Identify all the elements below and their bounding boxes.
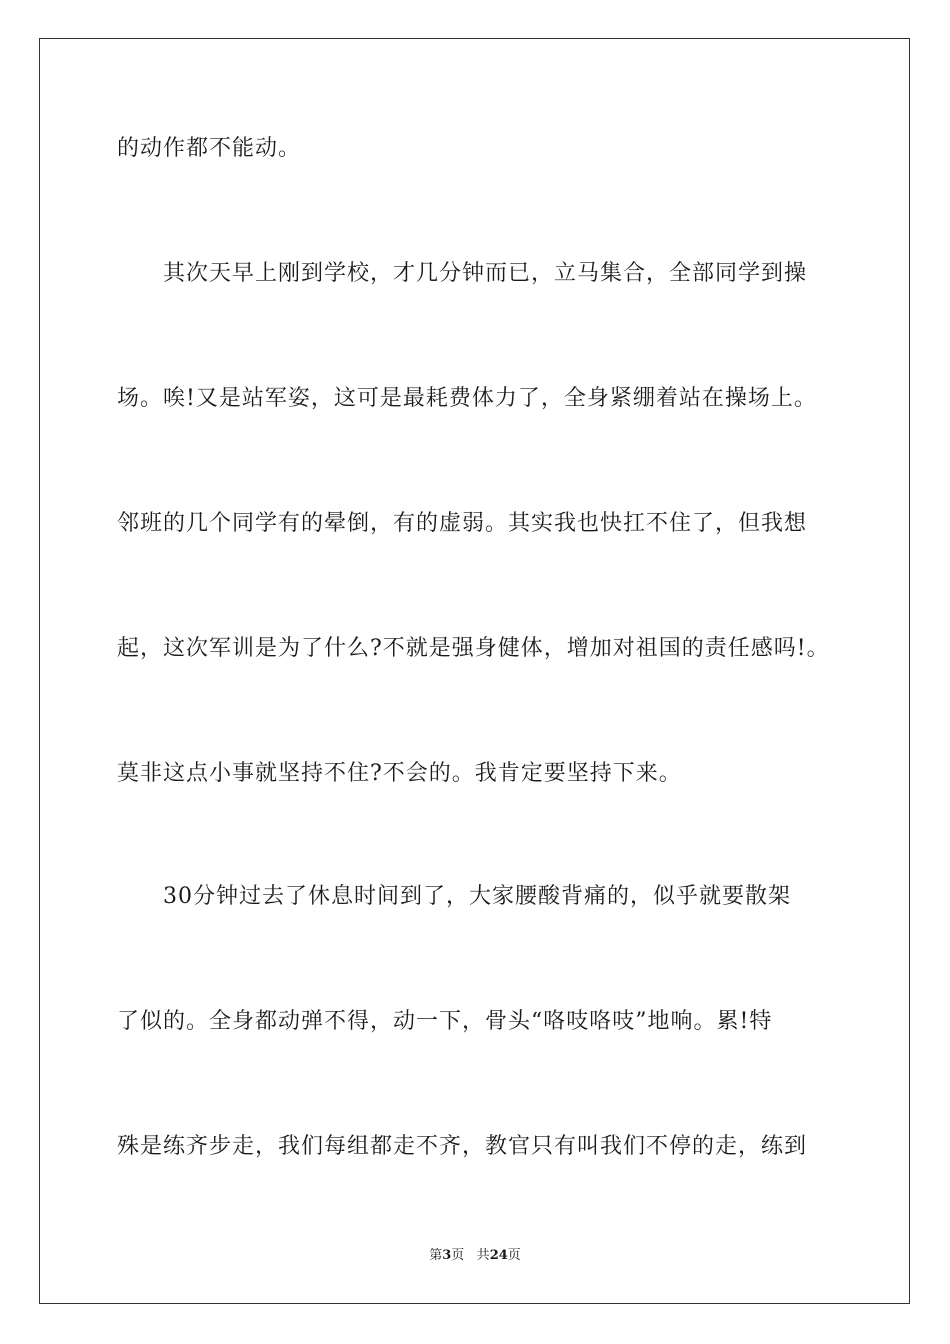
total-suffix: 页 xyxy=(507,1248,521,1263)
total-prefix: 共 xyxy=(476,1248,490,1263)
paragraph-line: 了似的。全身都动弹不得，动一下，骨头“咯吱咯吱”地响。累!特 xyxy=(117,1009,773,1034)
page-number: 3 xyxy=(442,1248,452,1263)
page-footer xyxy=(0,1247,950,1265)
page-suffix: 页 xyxy=(451,1248,465,1263)
paragraph-line: 邻班的几个同学有的晕倒，有的虚弱。其实我也快扛不住了，但我想 xyxy=(117,511,808,536)
paragraph-line: 其次天早上刚到学校，才几分钟而已，立马集合，全部同学到操 xyxy=(163,261,808,286)
paragraph-line: 起，这次军训是为了什么?不就是强身健体，增加对祖国的责任感吗!。 xyxy=(117,636,830,661)
page-prefix: 第 xyxy=(429,1248,443,1263)
paragraph-line: 30分钟过去了休息时间到了，大家腰酸背痛的，似乎就要散架 xyxy=(163,884,791,909)
paragraph-line: 殊是练齐步走，我们每组都走不齐，教官只有叫我们不停的走，练到 xyxy=(117,1134,808,1159)
paragraph-line: 莫非这点小事就坚持不住?不会的。我肯定要坚持下来。 xyxy=(117,761,682,786)
page-border xyxy=(39,38,910,1304)
paragraph-line: 的动作都不能动。 xyxy=(117,136,302,161)
paragraph-line: 场。唉!又是站军姿，这可是最耗费体力了，全身紧绷着站在操场上。 xyxy=(117,386,817,411)
total-pages: 24 xyxy=(489,1248,508,1263)
